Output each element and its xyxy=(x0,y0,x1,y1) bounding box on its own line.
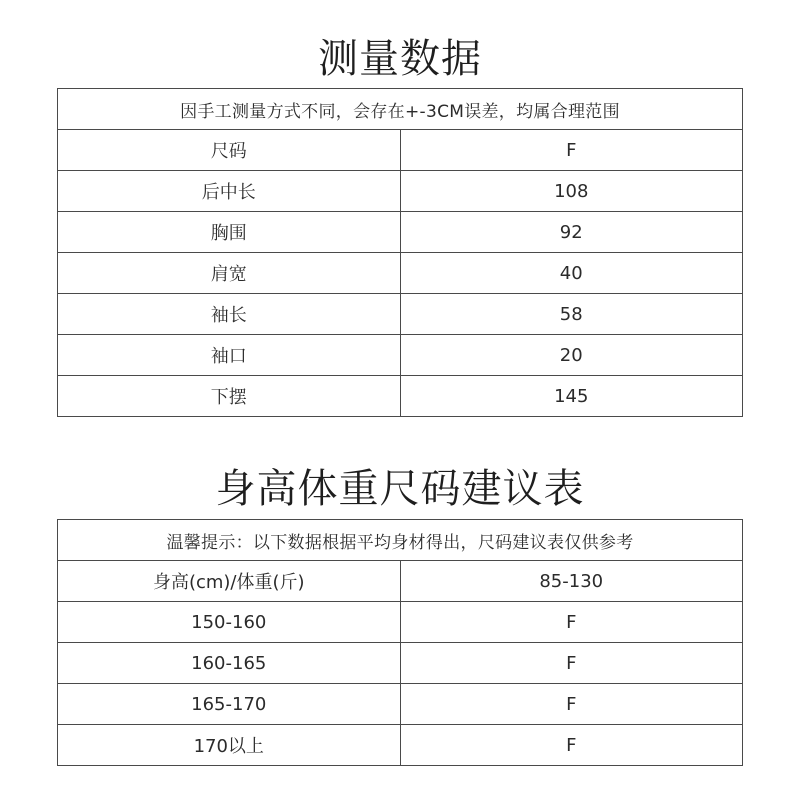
row-label: 后中长 xyxy=(58,171,401,212)
table-row xyxy=(58,561,743,602)
row-label: 尺码 xyxy=(58,130,401,171)
row-label: 胸围 xyxy=(58,212,401,253)
size-chart-table xyxy=(57,519,743,766)
row-label: 身高(cm)/体重(斤) xyxy=(58,561,401,602)
table-row xyxy=(58,643,743,684)
row-value: 145 xyxy=(400,376,743,417)
table-row xyxy=(58,684,743,725)
size-chart-title: 身高体重尺码建议表 xyxy=(215,466,585,512)
table-row xyxy=(58,89,743,130)
row-label: 165-170 xyxy=(58,684,401,725)
row-value: 92 xyxy=(400,212,743,253)
row-value: F xyxy=(400,602,743,643)
measurement-title: 测量数据 xyxy=(318,36,482,82)
measurement-table xyxy=(57,88,743,417)
row-label: 160-165 xyxy=(58,643,401,684)
row-value: 40 xyxy=(400,253,743,294)
table-row xyxy=(58,253,743,294)
row-value: 58 xyxy=(400,294,743,335)
table-row xyxy=(58,725,743,766)
measurement-note: 因手工测量方式不同，会存在+-3CM误差，均属合理范围 xyxy=(58,89,743,130)
row-label: 150-160 xyxy=(58,602,401,643)
row-value: F xyxy=(400,684,743,725)
table-row xyxy=(58,212,743,253)
table-row xyxy=(58,171,743,212)
size-chart-note: 温馨提示：以下数据根据平均身材得出，尺码建议表仅供参考 xyxy=(58,520,743,561)
row-label: 袖口 xyxy=(58,335,401,376)
row-label: 下摆 xyxy=(58,376,401,417)
table-row xyxy=(58,520,743,561)
row-value: 20 xyxy=(400,335,743,376)
table-row xyxy=(58,294,743,335)
table-row xyxy=(58,335,743,376)
row-label: 肩宽 xyxy=(58,253,401,294)
row-value: F xyxy=(400,130,743,171)
table-row xyxy=(58,602,743,643)
row-value: 108 xyxy=(400,171,743,212)
table-row xyxy=(58,376,743,417)
row-value: 85-130 xyxy=(400,561,743,602)
row-value: F xyxy=(400,725,743,766)
table-row xyxy=(58,130,743,171)
row-label: 170以上 xyxy=(58,725,401,766)
row-label: 袖长 xyxy=(58,294,401,335)
row-value: F xyxy=(400,643,743,684)
